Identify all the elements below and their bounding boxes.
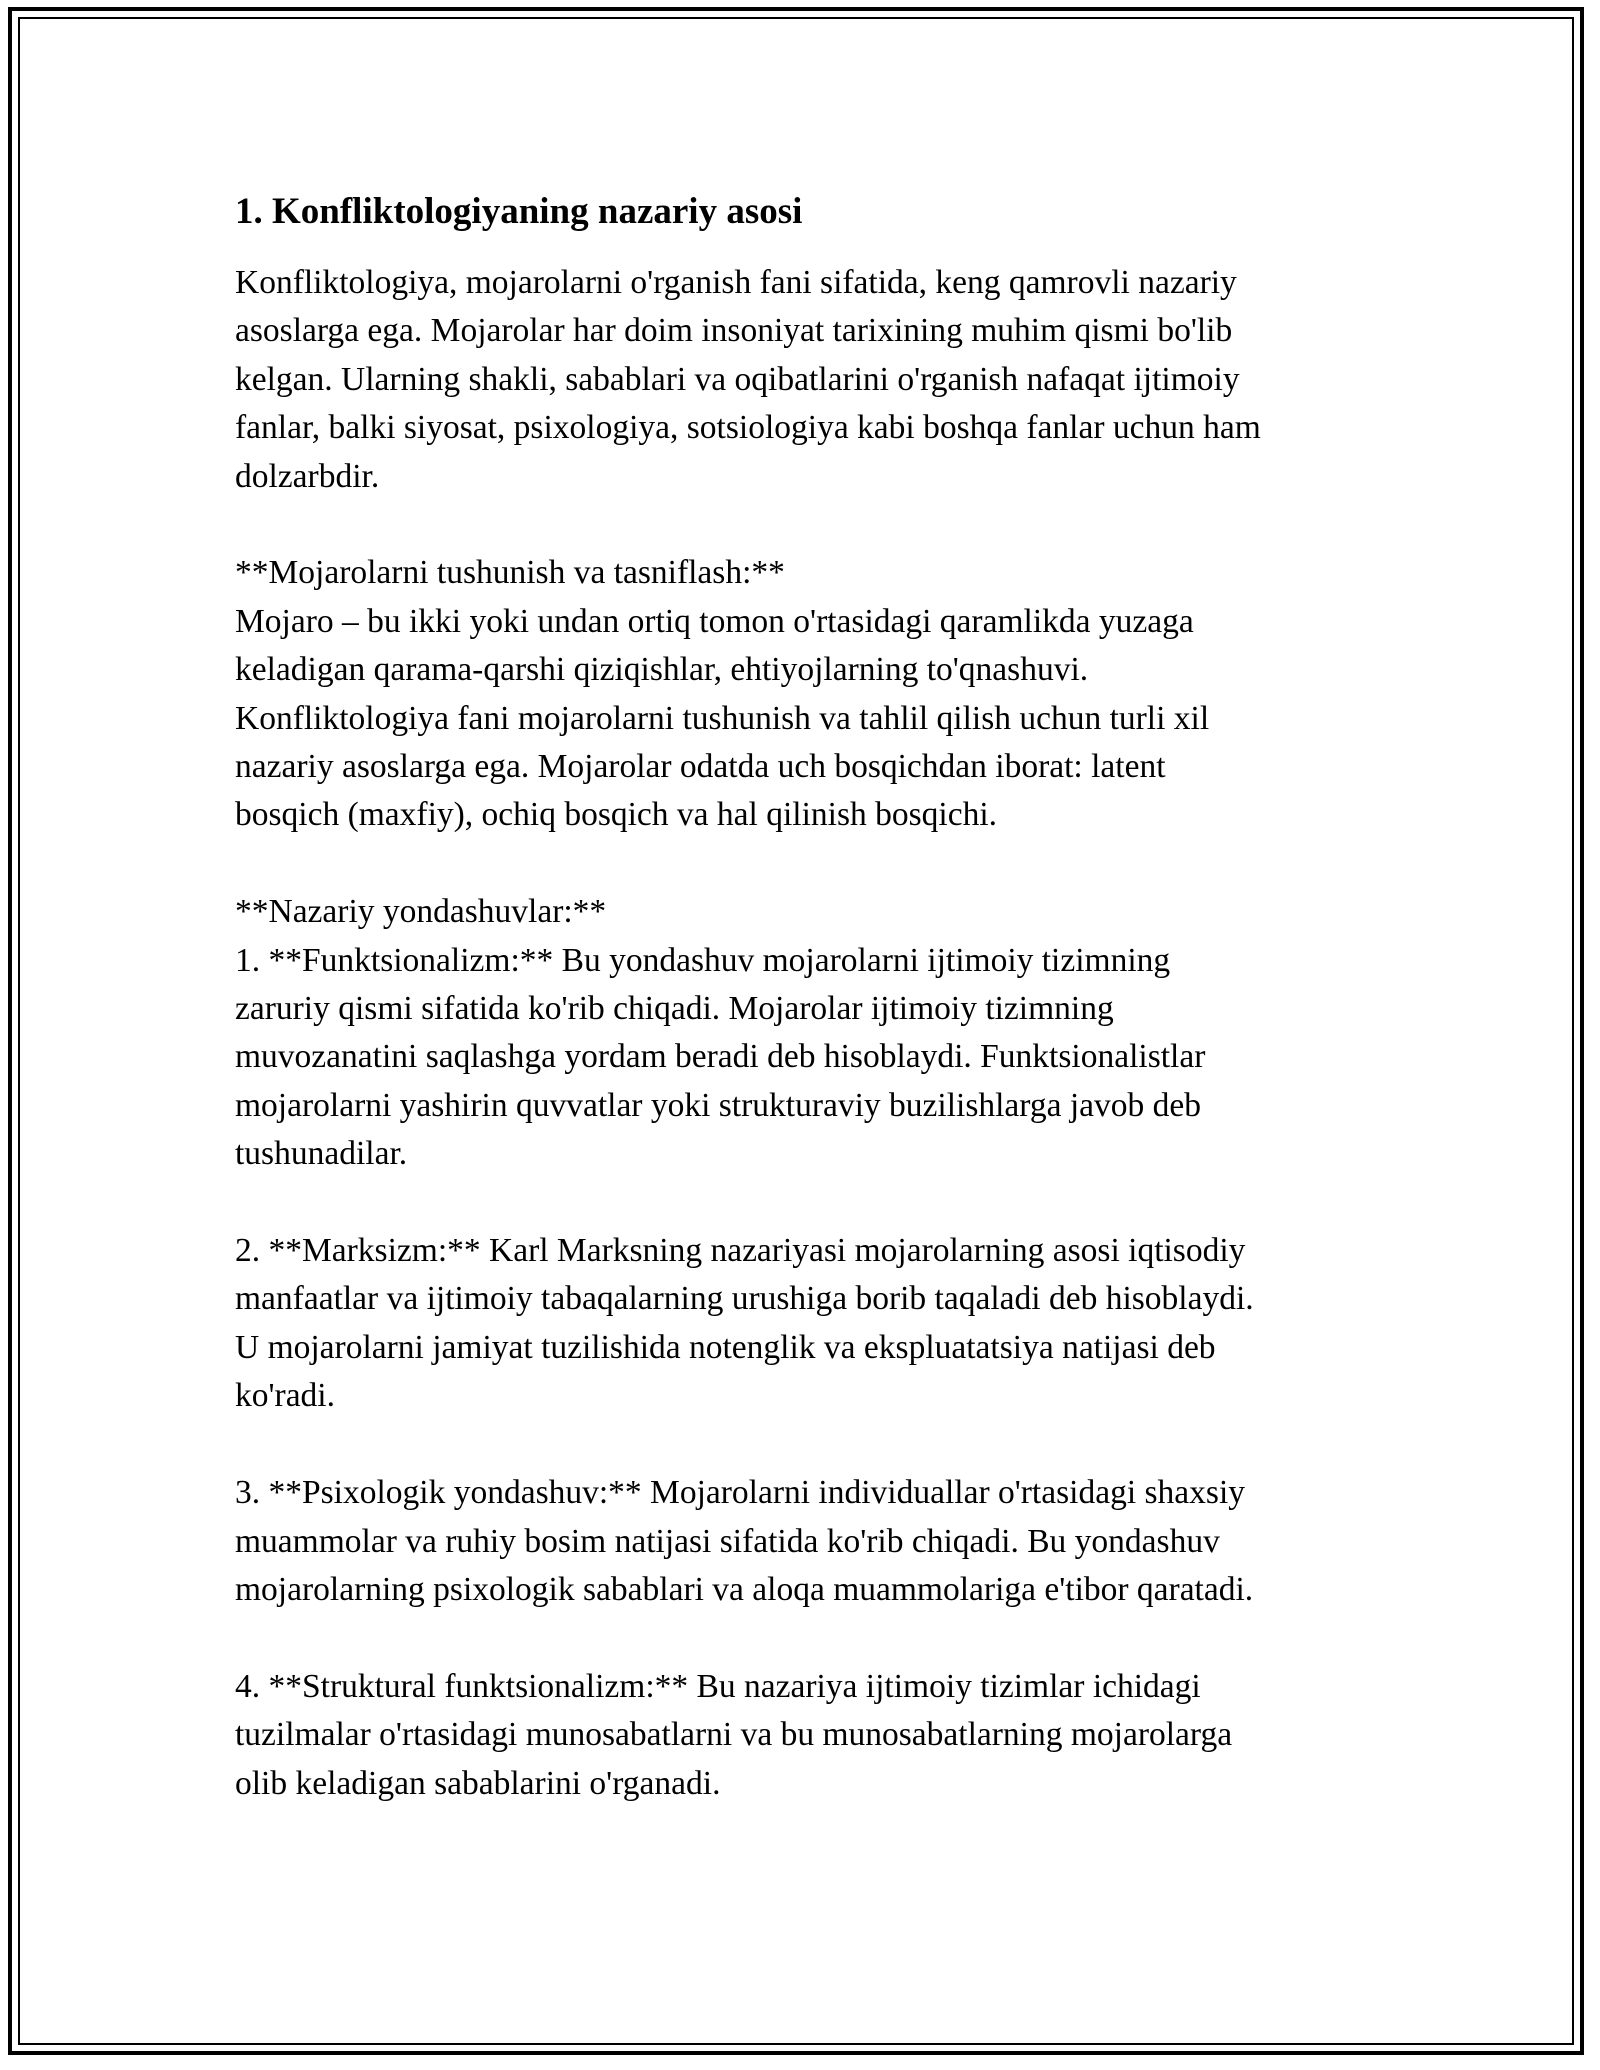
text-line: 4. **Struktural funktsionalizm:** Bu nazariya ijtimoiy tizimlar ichidagi: [235, 1667, 1201, 1705]
text-line: muvozanatini saqlashga yordam beradi deb hisoblaydi. Funktsionalistlar: [235, 1038, 1206, 1076]
text-line: **Nazariy yondashuvlar:**: [235, 893, 607, 931]
paragraph-approaches-functionalism: [235, 888, 1385, 1178]
paragraph-understanding: [235, 549, 1385, 839]
text-line: zaruriy qismi sifatida ko'rib chiqadi. Mojarolar ijtimoiy tizimning: [235, 990, 1114, 1028]
text-line: **Mojarolarni tushunish va tasniflash:**: [235, 554, 785, 592]
text-line: nazariy asoslarga ega. Mojarolar odatda uch bosqichdan iborat: latent: [235, 748, 1166, 786]
text-line: Konfliktologiya fani mojarolarni tushunish va tahlil qilish uchun turli xil: [235, 699, 1210, 737]
text-line: Konfliktologiya, mojarolarni o'rganish fani sifatida, keng qamrovli nazariy: [235, 264, 1237, 301]
text-line: olib keladigan sabablarini o'rganadi.: [235, 1764, 721, 1802]
text-line: dolzarbdir.: [235, 457, 380, 495]
text-line: tuzilmalar o'rtasidagi munosabatlarni va bu munosabatlarning mojarolarga: [235, 1716, 1233, 1754]
text-line: ko'radi.: [235, 1377, 335, 1415]
text-line: tushunadilar.: [235, 1135, 408, 1173]
document-body: [235, 188, 1385, 1856]
text-line: mojarolarni yashirin quvvatlar yoki strukturaviy buzilishlarga javob deb: [235, 1086, 1202, 1124]
text-line: Mojaro – bu ikki yoki undan ortiq tomon o'rtasidagi qaramlikda yuzaga: [235, 602, 1194, 640]
text-line: keladigan qarama-qarshi qiziqishlar, ehtiyojlarning to'qnashuvi.: [235, 651, 1089, 689]
text-line: manfaatlar va ijtimoiy tabaqalarning urushiga borib taqaladi deb hisoblaydi.: [235, 1280, 1254, 1318]
text-line: U mojarolarni jamiyat tuzilishida notenglik va ekspluatatsiya natijasi deb: [235, 1328, 1216, 1366]
paragraph-psychological: [235, 1469, 1385, 1614]
text-line: 2. **Marksizm:** Karl Marksning nazariyasi mojarolarning asosi iqtisodiy: [235, 1232, 1246, 1270]
text-line: bosqich (maxfiy), ochiq bosqich va hal qilinish bosqichi.: [235, 796, 998, 834]
text-line: fanlar, balki siyosat, psixologiya, sotsiologiya kabi boshqa fanlar uchun ham: [235, 409, 1261, 447]
text-line: asoslarga ega. Mojarolar har doim insoniyat tarixining muhim qismi bo'lib: [235, 312, 1233, 350]
paragraph-intro: [235, 259, 1385, 501]
text-line: mojarolarning psixologik sabablari va aloqa muammolariga e'tibor qaratadi.: [235, 1570, 1254, 1608]
text-line: muammolar va ruhiy bosim natijasi sifatida ko'rib chiqadi. Bu yondashuv: [235, 1522, 1220, 1560]
paragraph-marxism: [235, 1227, 1385, 1421]
text-line: 1. **Funktsionalizm:** Bu yondashuv mojarolarni ijtimoiy tizimning: [235, 941, 1171, 979]
text-line: kelgan. Ularning shakli, sabablari va oqibatlarini o'rganish nafaqat ijtimoiy: [235, 360, 1240, 398]
text-line: 3. **Psixologik yondashuv:** Mojarolarni individuallar o'rtasidagi shaxsiy: [235, 1474, 1246, 1512]
paragraph-structural-functionalism: [235, 1663, 1385, 1808]
document-title: 1. Konfliktologiyaning nazariy asosi: [235, 191, 803, 232]
